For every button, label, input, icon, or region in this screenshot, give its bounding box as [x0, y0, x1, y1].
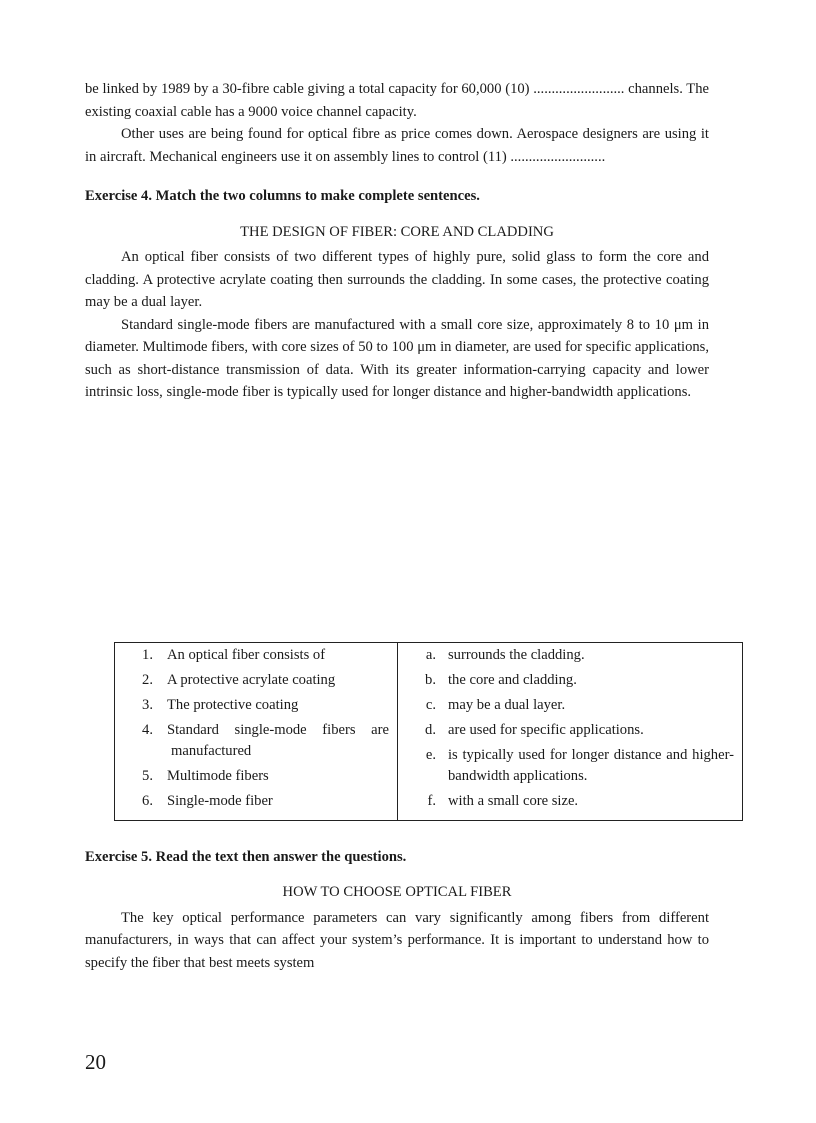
left-item-number: 3. — [142, 696, 153, 713]
exercise-5-section — [85, 846, 709, 975]
left-item — [123, 791, 389, 812]
left-item-number: 2. — [142, 671, 153, 688]
left-item-number: 5. — [142, 767, 153, 784]
right-item-text: with a small core size. — [448, 792, 579, 809]
right-item — [406, 720, 734, 741]
left-item-text-line: Standard single-mode fibers are — [167, 721, 389, 738]
left-item-text: Multimode fibers — [167, 767, 269, 784]
exercise-4-heading: Exercise 4. Match the two columns to make complete sentences. — [85, 188, 480, 204]
right-item-letter: c. — [425, 696, 436, 713]
right-item — [406, 745, 734, 787]
matching-left-column — [115, 642, 398, 820]
right-item — [406, 695, 734, 716]
left-item-text: Single-mode fiber — [167, 792, 273, 809]
left-item-text: The protective coating — [167, 696, 299, 713]
right-item-text: is typically used for longer distance and higher-bandwidth applications. — [448, 746, 734, 784]
right-item-letter: f. — [427, 792, 436, 809]
left-item-number: 4. — [142, 721, 153, 738]
right-item-text: may be a dual layer. — [448, 696, 566, 713]
right-item — [406, 670, 734, 691]
right-item — [406, 791, 734, 812]
right-item-text: surrounds the cladding. — [448, 646, 585, 663]
right-item-letter: a. — [425, 646, 436, 663]
left-item — [123, 695, 389, 716]
exercise-5-heading: Exercise 5. Read the text then answer the questions. — [85, 848, 407, 865]
right-item-letter: d. — [425, 721, 436, 738]
exercise-5-title: HOW TO CHOOSE OPTICAL FIBER — [282, 884, 512, 900]
exercise-4-paragraph-1: An optical fiber consists of two different types of highly pure, solid glass to form the core and cladding. A protective acrylate coating then surrounds the cladding. In some cases, the protective coating may be a dual layer. — [85, 249, 709, 310]
left-item-text — [167, 720, 389, 762]
left-item-text: A protective acrylate coating — [167, 671, 336, 688]
exercise-5-paragraph: The key optical performance parameters can vary significantly among fibers from different manufacturers, in ways that can affect your system’s performance. It is important to understand how to specify the fiber that best meets system — [85, 909, 709, 971]
reading-paragraph-1: be linked by 1989 by a 30-fibre cable giving a total capacity for 60,000 (10) ......................... channels. The existing coaxial cable has a 9000 voice channel capacity. — [85, 81, 709, 120]
exercise-4-paragraph-2: Standard single-mode fibers are manufactured with a small core size, approximately 8 to 10 μm in diameter. Multimode fibers, with core sizes of 50 to 100 μm in diameter, are used for specific applications, such as short-distance transmission of data. With its greater information-carrying capacity and lower intrinsic loss, single-mode fiber is typically used for longer distance and higher-bandwidth applications. — [85, 316, 709, 400]
right-item-text: the core and cladding. — [448, 671, 577, 688]
left-item — [123, 645, 389, 666]
left-item-number: 1. — [142, 646, 153, 663]
right-item-letter: e. — [425, 746, 436, 763]
right-item — [406, 645, 734, 666]
matching-table — [114, 642, 743, 821]
page-content — [85, 78, 734, 974]
page-number: 20 — [85, 1050, 106, 1074]
right-item-text: are used for specific applications. — [448, 721, 644, 738]
blank-space — [85, 404, 709, 642]
left-item — [123, 670, 389, 691]
left-item-number: 6. — [142, 792, 153, 809]
matching-right-column — [398, 642, 743, 820]
reading-paragraph-2: Other uses are being found for optical fibre as price comes down. Aerospace designers are using it in aircraft. Mechanical engineers use it on assembly lines to control (11) .......................... — [85, 126, 709, 165]
left-item — [123, 766, 389, 787]
left-item-text: An optical fiber consists of — [167, 646, 326, 663]
left-item — [123, 720, 389, 762]
right-item-letter: b. — [425, 671, 436, 688]
left-item-text-continuation: manufactured — [171, 742, 252, 759]
exercise-4-title: THE DESIGN OF FIBER: CORE AND CLADDING — [240, 223, 554, 240]
